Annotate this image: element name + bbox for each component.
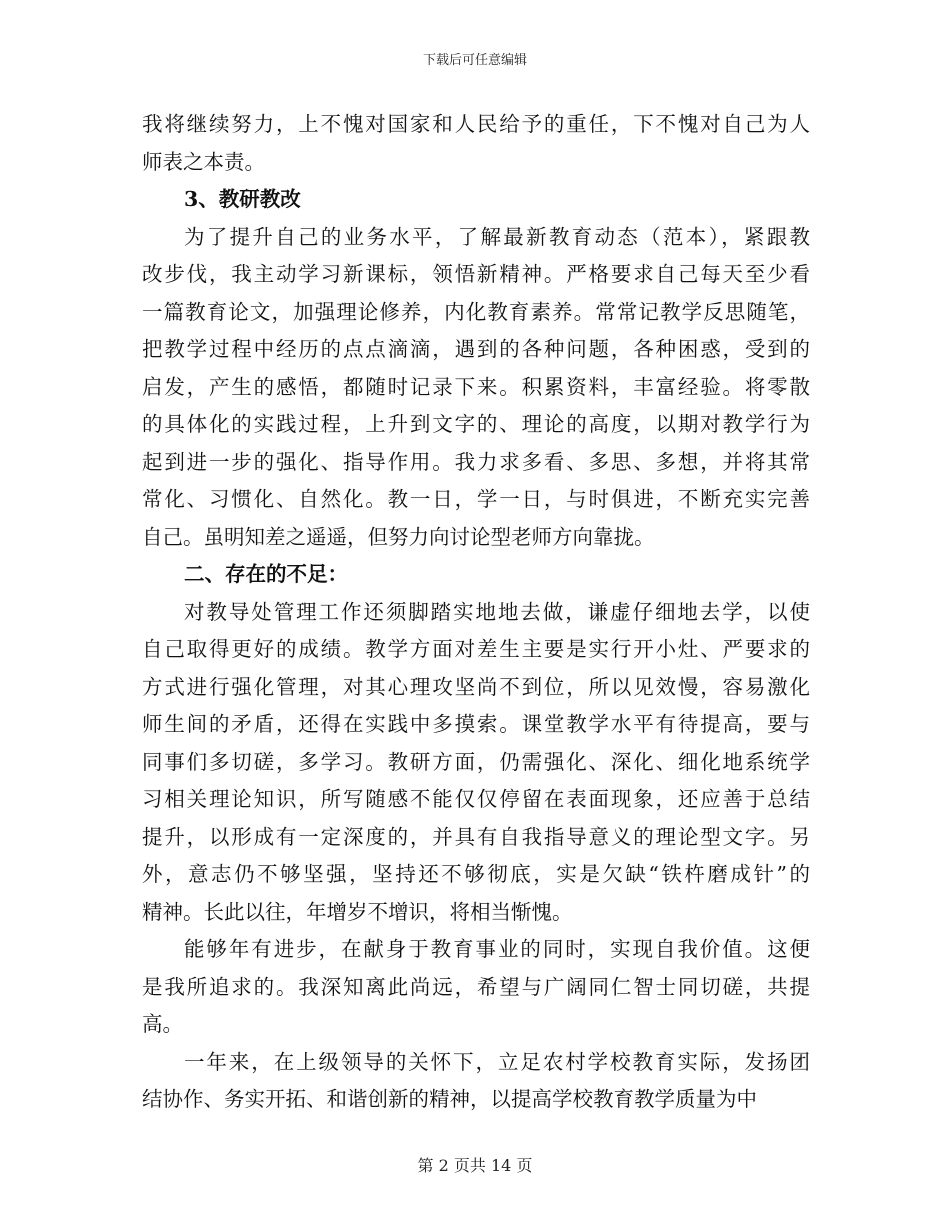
page-header: 下载后可任意编辑 <box>422 53 527 68</box>
text-line: 我将继续努力，上不愧对国家和人民给予的重任，下不愧对自己为人 <box>142 112 810 136</box>
text-line: 师表之本责。 <box>142 149 265 174</box>
text-line: 二、存在的不足： <box>184 562 348 586</box>
text-line: 改步伐，我主动学习新课标，领悟新精神。严格要求自己每天至少看 <box>142 262 810 286</box>
text-line: 同事们多切磋，多学习。教研方面，仍需强化、深化、细化地系统学 <box>142 749 810 774</box>
text-line: 为了提升自己的业务水平，了解最新教育动态（范本），紧跟教 <box>184 224 810 249</box>
section-heading <box>142 556 810 594</box>
text-line: 高。 <box>142 1012 183 1036</box>
paragraph <box>142 1044 810 1119</box>
section-heading <box>142 181 810 219</box>
text-line: 师生间的矛盾，还得在实践中多摸索。课堂教学水平有待提高，要与 <box>142 712 810 736</box>
document-body <box>142 106 810 1119</box>
text-line: 自己。虽明知差之遥遥，但努力向讨论型老师方向靠拢。 <box>142 524 655 549</box>
text-line: 自己取得更好的成绩。教学方面对差生主要是实行开小灶、严要求的 <box>142 637 810 661</box>
text-line: 常化、习惯化、自然化。教一日，学一日，与时俱进，不断充实完善 <box>142 487 810 511</box>
paragraph <box>142 594 810 932</box>
page-footer: 第 2 页共 14 页 <box>417 1156 533 1175</box>
text-line: 一篇教育论文，加强理论修养，内化教育素养。常常记教学反思随笔， <box>142 299 810 324</box>
text-line: 提升，以形成有一定深度的，并具有自我指导意义的理论型文字。另 <box>142 824 810 849</box>
paragraph <box>142 931 810 1044</box>
text-line: 外，意志仍不够坚强，坚持还不够彻底，实是欠缺“铁杵磨成针”的 <box>142 862 810 886</box>
text-line: 3、教研教改 <box>184 187 301 211</box>
text-line: 的具体化的实践过程，上升到文字的、理论的高度，以期对教学行为 <box>142 412 810 436</box>
text-line: 启发，产生的感悟，都随时记录下来。积累资料，丰富经验。将零散 <box>142 374 810 399</box>
paragraph <box>142 219 810 557</box>
text-line: 把教学过程中经历的点点滴滴，遇到的各种问题，各种困惑，受到的 <box>142 337 810 361</box>
text-line: 精神。长此以往，年增岁不增识，将相当惭愧。 <box>142 899 573 924</box>
text-line: 一年来，在上级领导的关怀下，立足农村学校教育实际，发扬团 <box>184 1049 810 1074</box>
text-line: 方式进行强化管理，对其心理攻坚尚不到位，所以见效慢，容易激化 <box>142 674 810 699</box>
text-line: 起到进一步的强化、指导作用。我力求多看、多思、多想，并将其常 <box>142 449 810 474</box>
text-line: 对教导处管理工作还须脚踏实地地去做，谦虚仔细地去学，以使 <box>184 599 810 624</box>
text-line: 结协作、务实开拓、和谐创新的精神，以提高学校教育教学质量为中 <box>142 1087 757 1111</box>
text-line: 习相关理论知识，所写随感不能仅仅停留在表面现象，还应善于总结 <box>142 787 810 811</box>
text-line: 能够年有进步，在献身于教育事业的同时，实现自我价值。这便 <box>184 937 810 961</box>
text-line: 是我所追求的。我深知离此尚远，希望与广阔同仁智士同切磋，共提 <box>142 974 810 999</box>
paragraph <box>142 106 810 181</box>
